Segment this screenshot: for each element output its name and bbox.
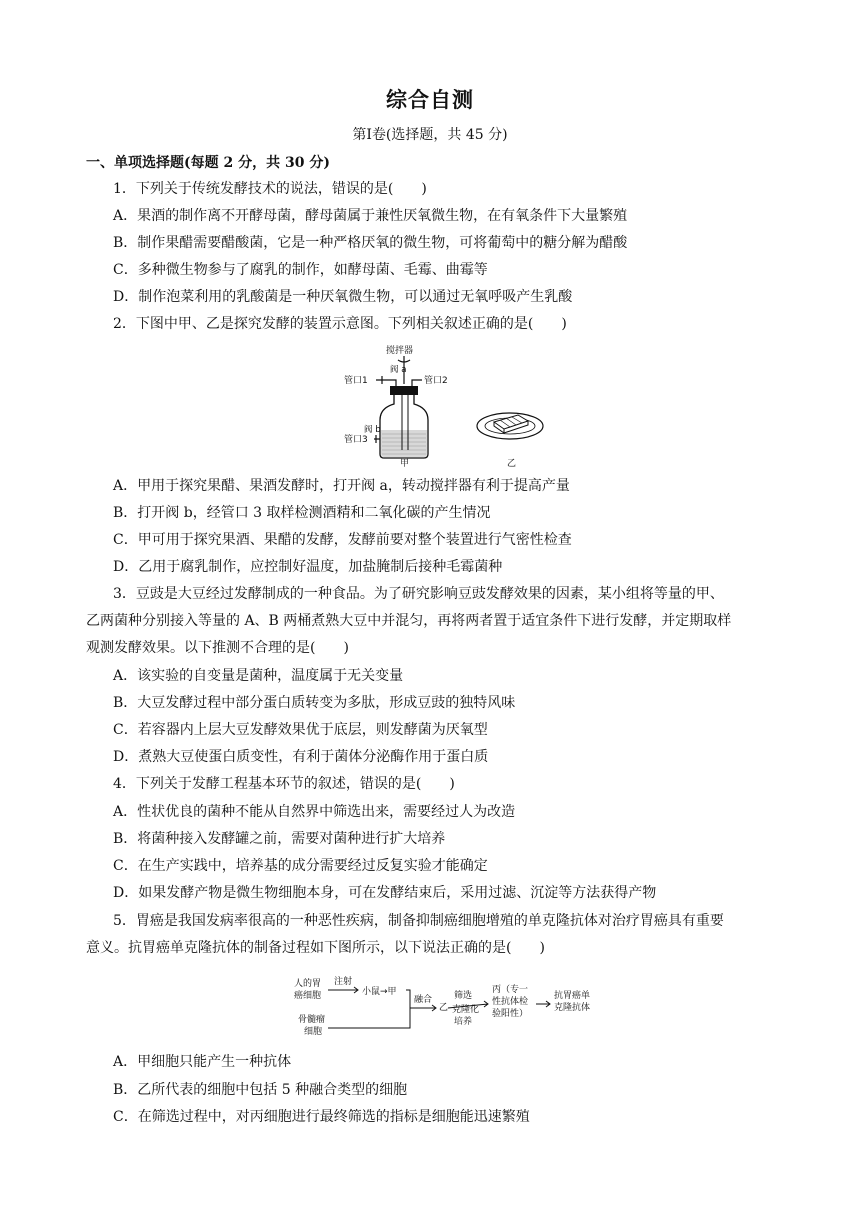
flow-result-2: 克隆抗体 xyxy=(554,1003,591,1013)
question-3-option-c: C．若容器内上层大豆发酵效果优于底层，则发酵菌为厌氧型 xyxy=(113,722,488,738)
question-1-option-d: D．制作泡菜利用的乳酸菌是一种厌氧微生物，可以通过无氧呼吸产生乳酸 xyxy=(113,289,573,305)
question-5-stem-line-1: 5．胃癌是我国发病率很高的一种恶性疾病，制备抑制癌细胞增殖的单克隆抗体对治疗胃癌具有重要 xyxy=(113,913,724,929)
question-3-stem-line-2: 乙两菌种分别接入等量的 A、B 两桶煮熟大豆中并混匀，再将两者置于适宜条件下进行发酵，并定期取样 xyxy=(86,613,732,629)
question-5-option-a: A．甲细胞只能产生一种抗体 xyxy=(113,1054,292,1070)
valve-b-label: 阀 b xyxy=(364,425,381,435)
stopper xyxy=(390,386,418,395)
port-3-label: 管口3 xyxy=(344,435,368,445)
flow-mouse-jia: 小鼠→甲 xyxy=(362,987,397,997)
flow-fuse-label: 融合 xyxy=(414,995,433,1005)
question-1-stem: 1．下列关于传统发酵技术的说法，错误的是( ) xyxy=(113,181,427,197)
flow-bing-2: 性抗体检 xyxy=(492,997,529,1007)
flow-bing-1: 丙（专一 xyxy=(492,985,529,995)
question-1-option-a: A．果酒的制作离不开酵母菌，酵母菌属于兼性厌氧微生物，在有氧条件下大量繁殖 xyxy=(113,208,628,224)
question-3-option-d: D．煮熟大豆使蛋白质变性，有利于菌体分泌酶作用于蛋白质 xyxy=(113,749,489,765)
question-2-option-c: C．甲可用于探究果酒、果醋的发酵，发酵前要对整个装置进行气密性检查 xyxy=(113,532,572,548)
stirrer-label: 搅拌器 xyxy=(386,346,414,356)
fermentation-apparatus-figure xyxy=(330,342,560,470)
figure-jia-label: 甲 xyxy=(400,459,410,469)
question-3-stem-line-1: 3．豆豉是大豆经过发酵制成的一种食品。为了研究影响豆豉发酵效果的因素，某小组将等量的甲、 xyxy=(113,586,724,602)
section-heading: 一、单项选择题(每题 2 分，共 30 分) xyxy=(86,155,330,171)
port-2-label: 管口2 xyxy=(424,376,448,386)
antibody-process-flowchart xyxy=(290,972,620,1044)
flow-myeloma-cell-2: 细胞 xyxy=(304,1027,323,1037)
port-1-label: 管口1 xyxy=(344,376,368,386)
question-2-stem: 2．下图中甲、乙是探究发酵的装置示意图。下列相关叙述正确的是( ) xyxy=(113,316,567,332)
page-title: 综合自测 xyxy=(386,87,474,112)
flow-clone-label-1: 克隆化 xyxy=(452,1005,480,1015)
question-4-option-b: B．将菌种接入发酵罐之前，需要对菌种进行扩大培养 xyxy=(113,831,446,847)
flow-bing-3: 验阳性） xyxy=(492,1009,529,1019)
question-2-option-a: A．甲用于探究果醋、果酒发酵时，打开阀 a，转动搅拌器有利于提高产量 xyxy=(113,478,570,494)
flow-yi-label: 乙 xyxy=(439,1003,449,1013)
question-5-option-b: B．乙所代表的细胞中包括 5 种融合类型的细胞 xyxy=(113,1082,408,1098)
question-1-option-c: C．多种微生物参与了腐乳的制作，如酵母菌、毛霉、曲霉等 xyxy=(113,262,488,278)
question-5-stem-line-2: 意义。抗胃癌单克隆抗体的制备过程如下图所示，以下说法正确的是( ) xyxy=(86,940,545,956)
part-subtitle: 第Ⅰ卷(选择题，共 45 分) xyxy=(352,127,508,143)
question-3-option-a: A．该实验的自变量是菌种，温度属于无关变量 xyxy=(113,668,404,684)
question-4-option-a: A．性状优良的菌种不能从自然界中筛选出来，需要经过人为改造 xyxy=(113,804,516,820)
flow-result-1: 抗胃癌单 xyxy=(554,991,591,1001)
flow-clone-label-2: 培养 xyxy=(454,1017,473,1027)
valve-a-label: 阀 a xyxy=(390,365,407,375)
figure-yi-label: 乙 xyxy=(507,459,517,469)
flow-gastric-cancer-cell-1: 人的胃 xyxy=(294,979,322,989)
question-4-option-c: C．在生产实践中，培养基的成分需要经过反复实验才能确定 xyxy=(113,858,488,874)
question-4-option-d: D．如果发酵产物是微生物细胞本身，可在发酵结束后，采用过滤、沉淀等方法获得产物 xyxy=(113,885,657,901)
question-3-option-b: B．大豆发酵过程中部分蛋白质转变为多肽，形成豆豉的独特风味 xyxy=(113,695,516,711)
question-5-option-c: C．在筛选过程中，对丙细胞进行最终筛选的指标是细胞能迅速繁殖 xyxy=(113,1109,530,1125)
question-2-option-b: B．打开阀 b，经管口 3 取样检测酒精和二氧化碳的产生情况 xyxy=(113,505,491,521)
port-3-tube xyxy=(374,435,380,443)
flow-screen-label: 筛选 xyxy=(454,991,473,1001)
flow-myeloma-cell-1: 骨髓瘤 xyxy=(298,1015,326,1025)
question-3-stem-line-3: 观测发酵效果。以下推测不合理的是( ) xyxy=(86,640,349,656)
question-1-option-b: B．制作果醋需要醋酸菌，它是一种严格厌氧的微生物，可将葡萄中的糖分解为醋酸 xyxy=(113,235,628,251)
question-2-option-d: D．乙用于腐乳制作，应控制好温度，加盐腌制后接种毛霉菌种 xyxy=(113,559,503,575)
flow-inject-label: 注射 xyxy=(334,977,353,987)
question-4-stem: 4．下列关于发酵工程基本环节的叙述，错误的是( ) xyxy=(113,776,455,792)
flow-gastric-cancer-cell-2: 癌细胞 xyxy=(294,991,322,1001)
